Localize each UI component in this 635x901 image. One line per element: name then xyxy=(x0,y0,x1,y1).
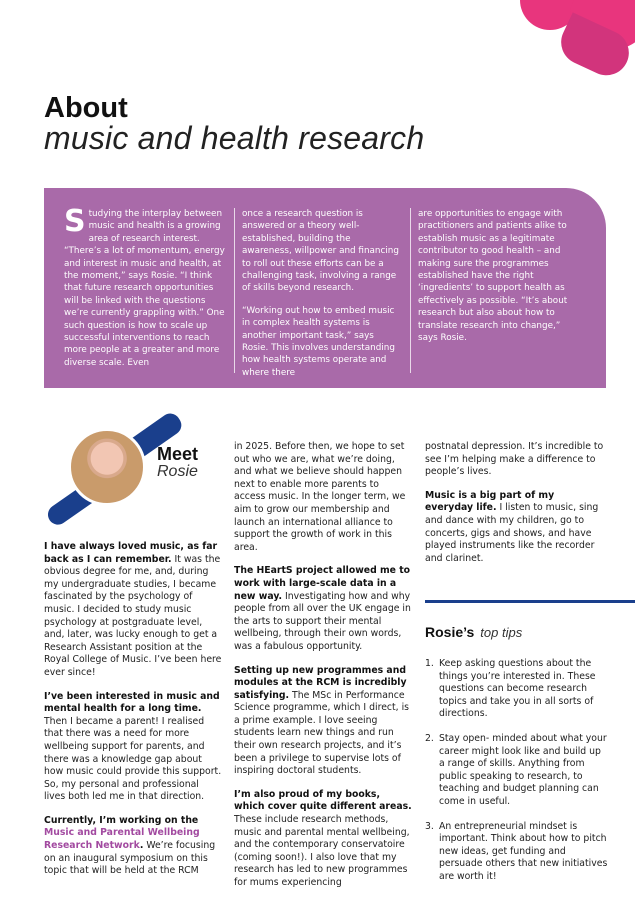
tips-name: Rosie’s xyxy=(425,624,475,640)
tip-text: Keep asking questions about the things you’re interested in. These questions can become research topics and take you in all sorts of directions. xyxy=(439,658,596,720)
lead-in: Setting up new programmes and modules at the RCM is incredibly satisfying. xyxy=(234,664,407,701)
tips-list xyxy=(425,658,608,896)
tips-heading xyxy=(425,624,522,642)
lead-in: Currently, I’m working on the xyxy=(44,814,199,826)
body-text: Then I became a parent! I realised that there was a need for more wellbeing support for parents, and there was a knowledge gap about how music could provide this support. So, my personal and professional lives both led me in that direction. xyxy=(44,715,222,803)
intro-paragraph: are opportunities to engage with practitioners and patients alike to establish music as a legitimate contributor to good health – and making sure the programmes established have the right ‘ingredients’ to support health as effectively as possible. “It’s about research but also about how to translate research into change,” says Rosie. xyxy=(418,209,568,344)
tip-item xyxy=(425,658,608,721)
body-text: We’re focusing on an inaugural symposium on this topic that will be held at the RCM xyxy=(44,840,216,877)
body-text: in 2025. Before then, we hope to set out who we are, what we’re doing, and what we believe should happen next to enable more parents to access music. In the longer term, we aim to grow our membership and launch an international alliance to support the growth of work in this area. xyxy=(234,441,406,553)
tips-divider xyxy=(425,600,635,603)
column-divider xyxy=(410,208,411,373)
lead-in-end: . xyxy=(139,840,144,852)
body-text: I listen to music, sing and dance with my children, go to concerts, gigs and shows, and have played instruments like the recorder and clarinet. xyxy=(425,502,599,564)
body-text: It was the obvious degree for me, and, during my undergraduate studies, I became fascinated by the psychology of music. I decided to study music psychology at postgraduate level, and, later, was lucky enough to get a Research Assistant position at the Royal College of Music. I’ve been here ever since! xyxy=(44,553,222,678)
tip-number: 1. xyxy=(425,658,434,669)
intro-text: tudying the interplay between music and health is a growing area of research interest. “There’s a lot of momentum, energy and interest in music and health, at the moment,” says Rosie. “I think that future research opportunities will be linked with the questions we’re currently grappling with.” One such question is how to scale up successful interventions to reach more people at a greater and more diverse scale. Even xyxy=(64,209,225,368)
tip-item xyxy=(425,733,608,809)
body-text: These include research methods, music and parental mental wellbeing, and the contemporary conservatoire (coming soon!). I also love that my research has led to new programmes for mums experiencing xyxy=(234,814,410,888)
portrait-photo xyxy=(68,428,146,506)
portrait-group xyxy=(50,420,160,525)
lead-in: I’m also proud of my books, which cover quite different areas. xyxy=(234,788,412,813)
network-link[interactable]: Music and Parental Wellbeing Research Network xyxy=(44,827,200,852)
intro-paragraph: “Working out how to embed music in complex health systems is another important task,” says Rosie. This involves understanding how health systems operate and where there xyxy=(242,305,395,378)
tips-suffix: top tips xyxy=(480,625,523,640)
body-text: The MSc in Performance Science programme, which I direct, is a prime example. I love seeing students learn new things and run their own research projects, and it’s been a privilege to supervise lots of inspiring doctoral students. xyxy=(234,689,410,777)
meet-label: Meet xyxy=(157,444,199,464)
lead-in: I have always loved music, as far back as I can remember. xyxy=(44,541,218,565)
tip-number: 3. xyxy=(425,820,434,832)
lead-in: The HEartS project allowed me to work with large-scale data in a new way. xyxy=(234,565,411,602)
body-column-3 xyxy=(425,441,605,576)
page-subtitle: music and health research xyxy=(44,120,425,156)
tip-text: Stay open- minded about what your career might look like and build up a range of skills. Anything from public speaking to research, to teaching and budget planning can come in useful. xyxy=(439,732,607,807)
tip-text: An entrepreneurial mindset is important. Think about how to pitch new ideas, get funding and persuade others that new initiatives are worth it! xyxy=(439,820,608,882)
lead-in: Music is a big part of my everyday life. xyxy=(425,489,555,514)
lead-in: I’ve been interested in music and mental health for a long time. xyxy=(44,690,220,715)
body-column-1 xyxy=(44,541,222,889)
body-text: postnatal depression. It’s incredible to see I’m helping make a difference to people’s lives. xyxy=(425,441,604,478)
page-title: About xyxy=(44,92,128,124)
intro-panel xyxy=(44,188,606,388)
tip-number: 2. xyxy=(425,732,434,744)
column-divider xyxy=(234,208,235,373)
intro-paragraph: once a research question is answered or a theory well-established, building the awareness, willpower and financing to roll out these efforts can be a challenging task, involving a range of skills beyond research. xyxy=(242,209,399,294)
body-column-2 xyxy=(234,441,412,901)
tip-item xyxy=(425,821,608,884)
intro-column-3 xyxy=(418,208,578,354)
drop-cap: S xyxy=(64,204,86,239)
intro-column-2 xyxy=(242,208,402,389)
body-text: Investigating how and why people from all over the UK engage in the arts to support their mental wellbeing, through their own words, was a fabulous opportunity. xyxy=(234,590,411,652)
intro-column-1 xyxy=(64,204,226,379)
meet-name: Rosie xyxy=(157,463,198,480)
